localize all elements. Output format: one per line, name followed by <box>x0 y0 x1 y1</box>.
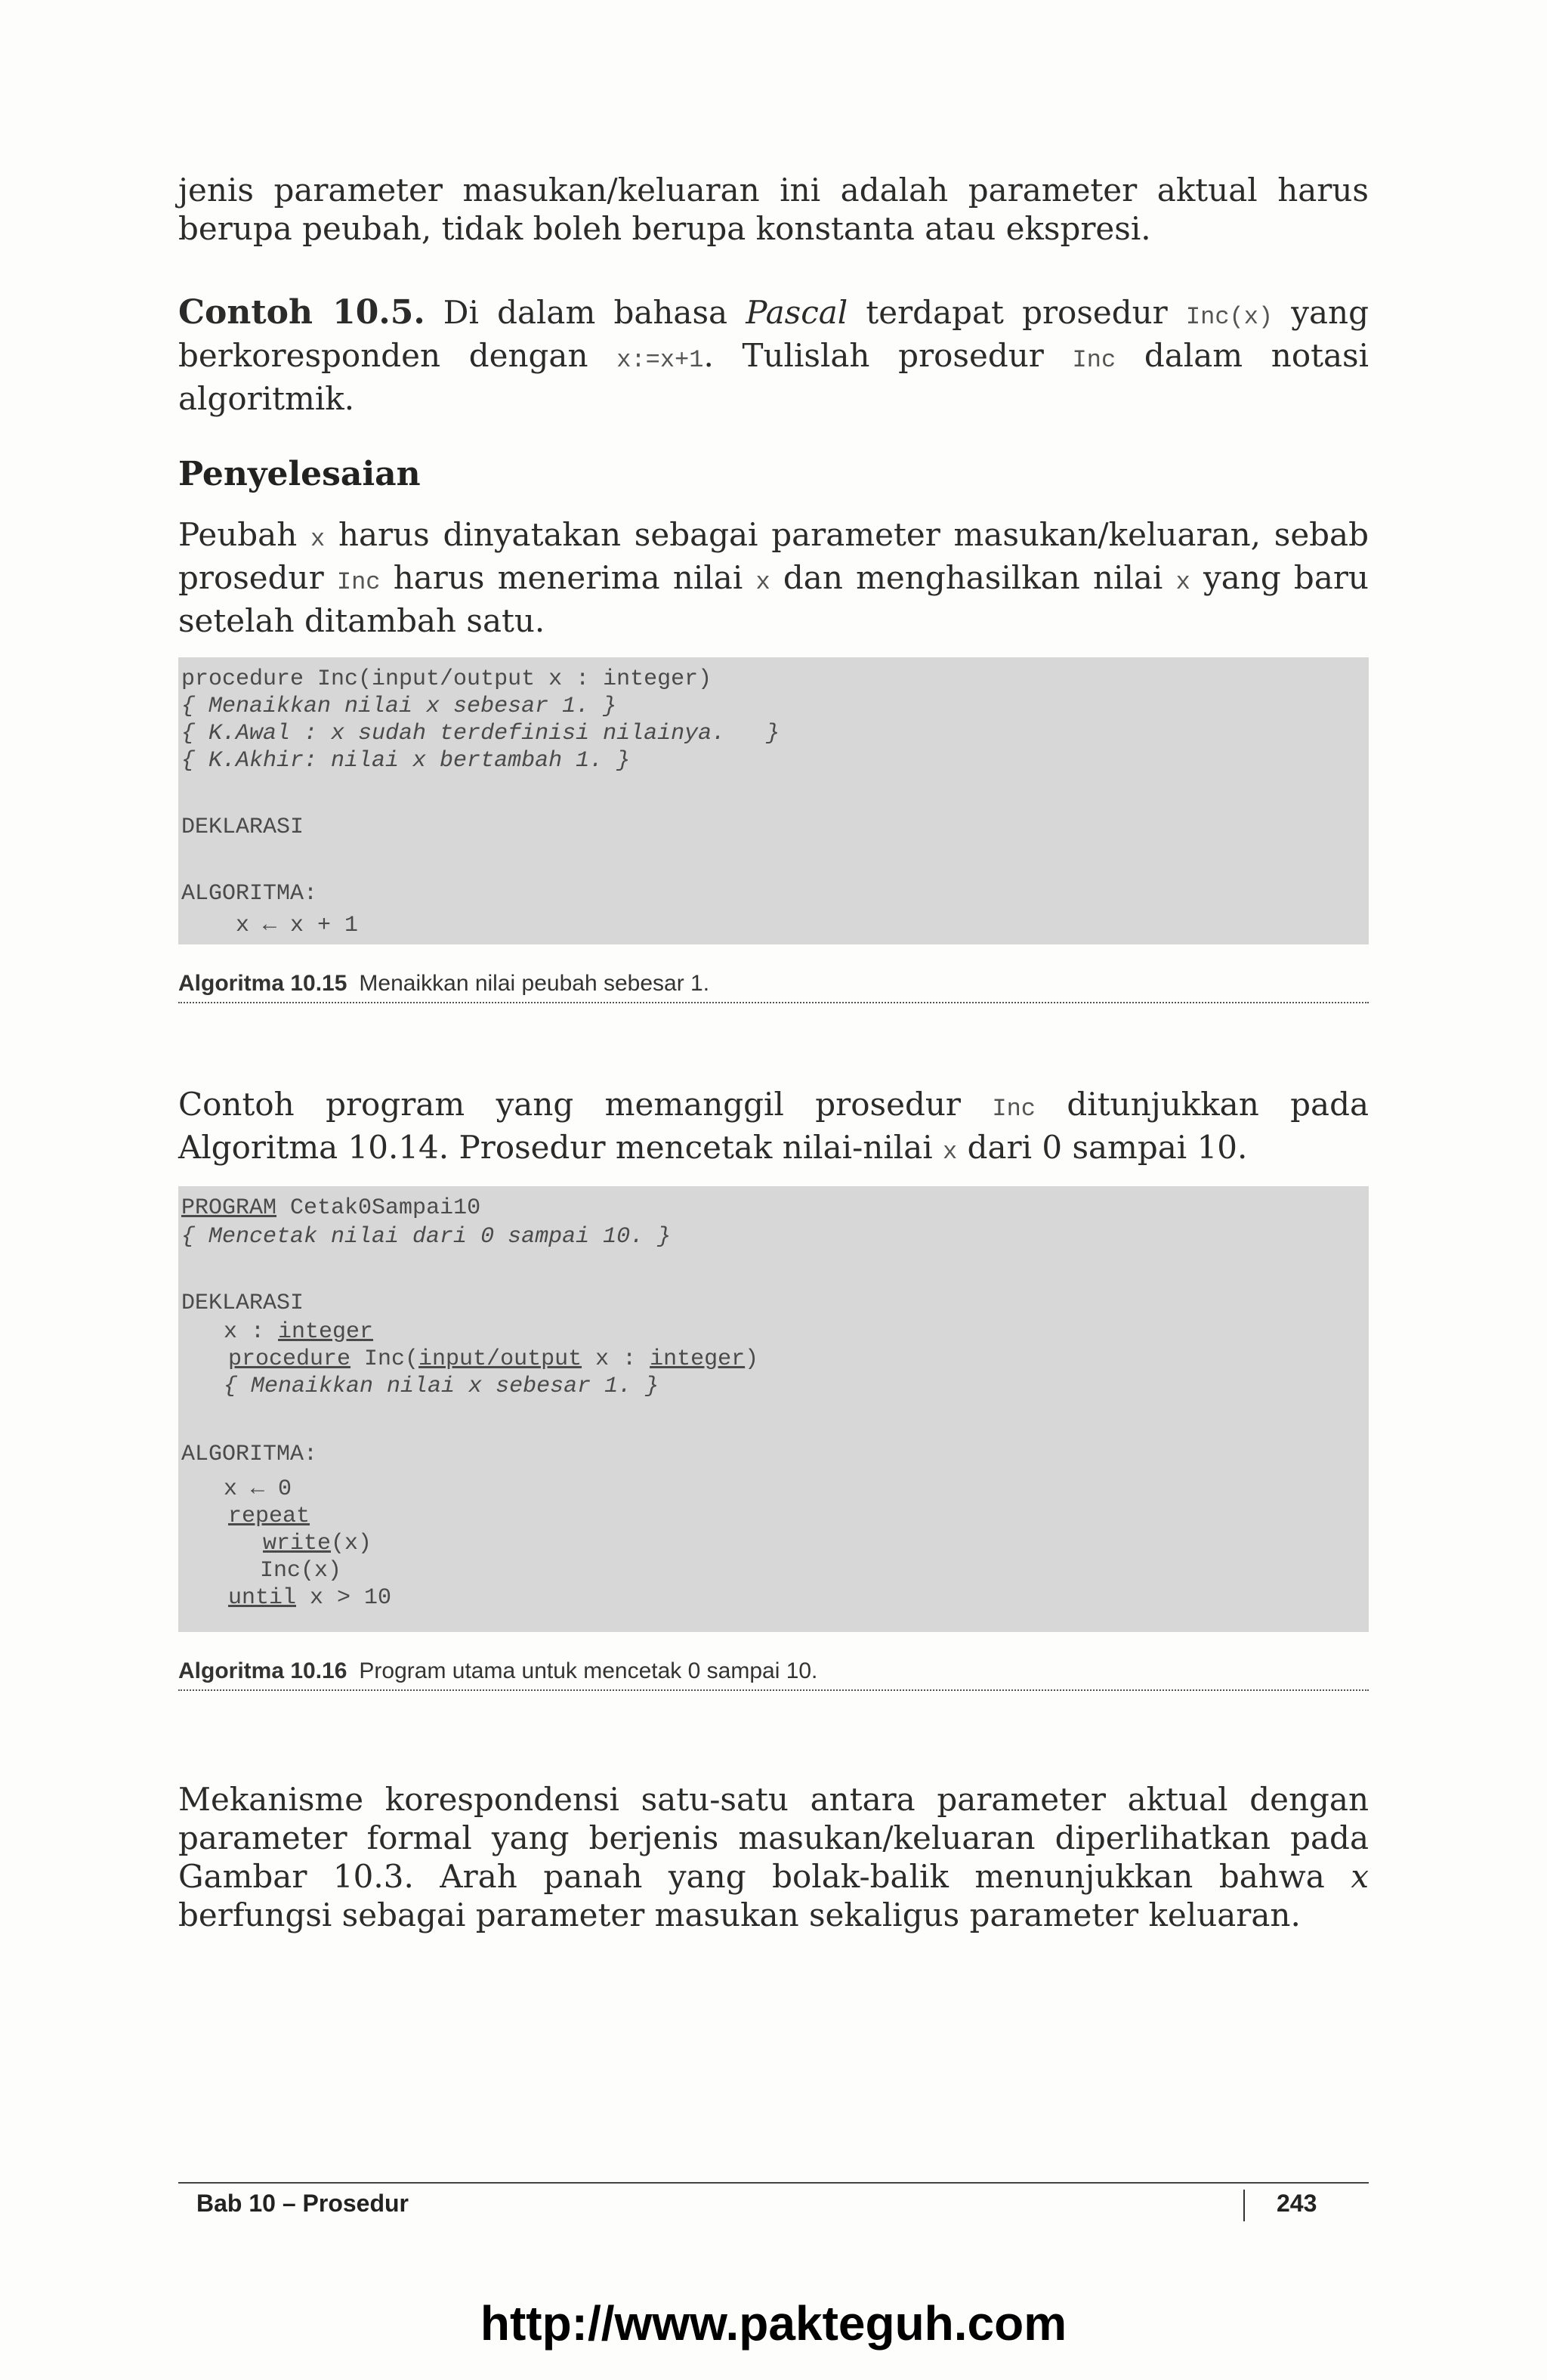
example-label: Contoh 10.5. <box>178 293 425 332</box>
program-text: Contoh program yang memanggil prosedur <box>178 1086 993 1123</box>
code-comment: { Menaikkan nilai x sebesar 1. } <box>181 694 617 719</box>
code-line: DEKLARASI <box>181 814 304 840</box>
code-keyword: integer <box>278 1319 374 1345</box>
code-text: x : <box>582 1346 650 1372</box>
caption-text: Program utama untuk mencetak 0 sampai 10. <box>359 1658 818 1683</box>
code-line <box>228 1348 758 1371</box>
code-comment: { K.Awal : x sudah terdefinisi nilainya. } <box>181 721 780 746</box>
footer-rule <box>178 2182 1369 2184</box>
code-text: Inc( <box>350 1346 419 1372</box>
code-text: Cetak0Sampai10 <box>276 1195 481 1221</box>
example-text: Di dalam bahasa <box>425 294 746 331</box>
inline-code: Inc(x) <box>1185 303 1274 331</box>
code-line: Inc(x) <box>205 1558 342 1584</box>
algorithm-10-16-box <box>178 1186 1369 1632</box>
inline-code: x <box>1175 568 1190 596</box>
program-text: dari 0 sampai 10. <box>957 1129 1248 1166</box>
solution-text: yang baru setelah ditambah satu. <box>178 559 1369 639</box>
inline-code: Inc <box>1072 346 1116 374</box>
solution-heading: Penyelesaian <box>178 455 421 493</box>
code-text: x > 10 <box>296 1585 392 1611</box>
code-line <box>181 1197 480 1219</box>
paragraph-intro: jenis parameter masukan/keluaran ini adalah parameter aktual harus berupa peubah, tidak boleh berupa konstanta atau ekspresi. <box>178 172 1369 247</box>
code-keyword: procedure <box>228 1346 351 1372</box>
code-line: procedure Inc(input/output x : integer) <box>181 666 712 692</box>
inline-code: Inc <box>992 1095 1036 1123</box>
example-text: . Tulislah prosedur <box>703 337 1073 374</box>
caption-label: Algoritma 10.15 <box>178 971 347 996</box>
footer-chapter: Bab 10 – Prosedur <box>196 2190 409 2217</box>
code-keyword: write <box>263 1531 332 1556</box>
example-text: dalam notasi algoritmik. <box>178 337 1369 417</box>
program-text: ditunjukkan pada Algoritma 10.14. Prosedur mencetak nilai-nilai <box>178 1086 1369 1166</box>
code-text: x : <box>196 1319 279 1345</box>
code-comment: { Menaikkan nilai x sebesar 1. } <box>196 1374 659 1399</box>
code-line <box>228 1587 391 1609</box>
code-comment: { Mencetak nilai dari 0 sampai 10. } <box>181 1224 672 1250</box>
code-line: ALGORITMA: <box>181 881 318 907</box>
inline-code: x <box>310 525 326 553</box>
page-number: 243 <box>1277 2190 1317 2217</box>
program-paragraph <box>178 1085 1369 1171</box>
code-keyword: PROGRAM <box>181 1195 277 1221</box>
code-keyword: integer <box>650 1346 746 1372</box>
pascal-term: Pascal <box>746 294 848 331</box>
algorithm-10-15-caption <box>178 969 1369 1003</box>
mechanism-text: Mekanisme korespondensi satu-satu antara parameter aktual dengan parameter formal yang berjenis masukan/keluaran diperlihatkan pada Gambar 10.3. Arah panah yang bolak-balik menunjukkan bahwa <box>178 1781 1369 1895</box>
solution-text: harus menerima nilai <box>380 559 756 596</box>
inline-code: Inc <box>336 568 381 596</box>
solution-paragraph <box>178 515 1369 640</box>
variable-x: x <box>1351 1858 1369 1895</box>
code-keyword: repeat <box>228 1504 310 1529</box>
inline-code: x <box>755 568 770 596</box>
code-line: DEKLARASI <box>181 1290 304 1316</box>
code-line <box>196 1321 373 1343</box>
code-keyword: until <box>228 1585 297 1611</box>
example-text: yang berkoresponden dengan <box>178 294 1369 374</box>
example-text: terdapat prosedur <box>848 294 1186 331</box>
algorithm-10-16-caption <box>178 1656 1369 1691</box>
algorithm-10-15-box <box>178 657 1369 944</box>
code-line: ALGORITMA: <box>181 1442 318 1467</box>
code-line: x ← 0 <box>196 1476 292 1502</box>
example-paragraph <box>178 293 1369 418</box>
caption-label: Algoritma 10.16 <box>178 1658 347 1683</box>
solution-text: harus dinyatakan sebagai parameter masukan/keluaran, sebab prosedur <box>178 516 1369 596</box>
site-url: http://www.pakteguh.com <box>480 2296 1067 2351</box>
mechanism-paragraph <box>178 1780 1369 1934</box>
solution-text: dan menghasilkan nilai <box>770 559 1176 596</box>
solution-text: Peubah <box>178 516 310 553</box>
code-text: (x) <box>331 1531 372 1556</box>
inline-code: x <box>943 1138 958 1166</box>
code-line <box>263 1532 372 1555</box>
code-text: ) <box>745 1346 759 1372</box>
mechanism-text: berfungsi sebagai parameter masukan sekaligus parameter keluaran. <box>178 1896 1301 1933</box>
code-comment: { K.Akhir: nilai x bertambah 1. } <box>181 748 631 774</box>
code-line: x ← x + 1 <box>208 913 359 938</box>
caption-text: Menaikkan nilai peubah sebesar 1. <box>359 971 710 996</box>
inline-code: x:=x+1 <box>616 346 704 374</box>
footer-separator <box>1243 2190 1245 2221</box>
code-keyword: input/output <box>418 1346 582 1372</box>
